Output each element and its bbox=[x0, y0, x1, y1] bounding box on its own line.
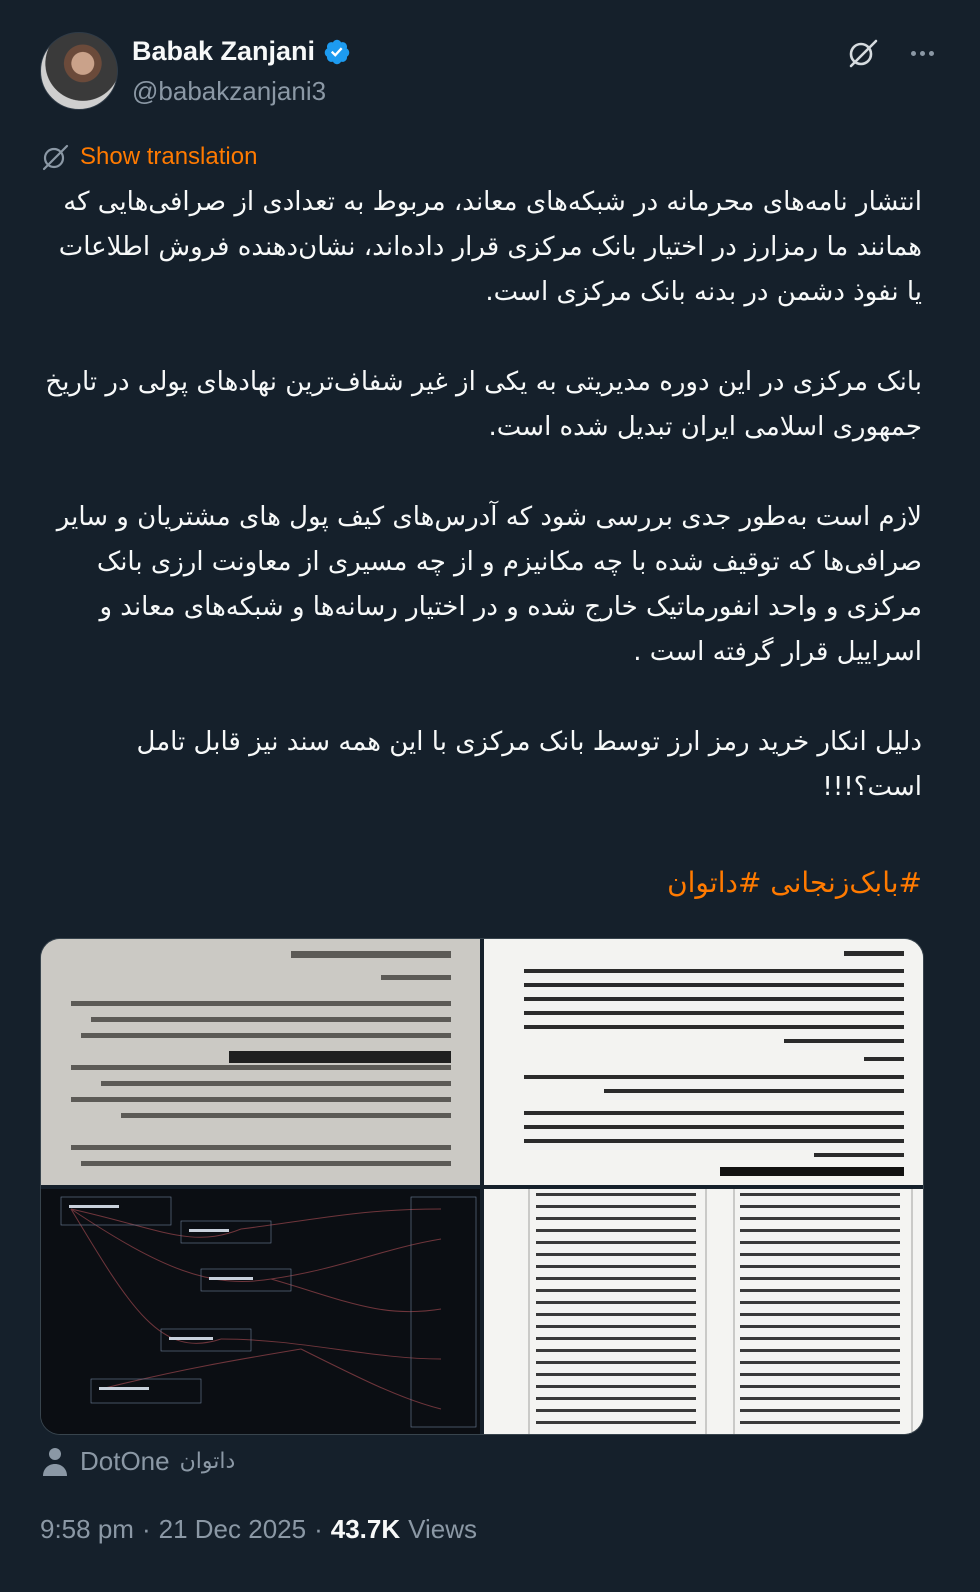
more-icon[interactable] bbox=[904, 38, 940, 68]
source-label-fa[interactable]: داتوان bbox=[179, 1448, 236, 1474]
views-count: 43.7K bbox=[330, 1514, 401, 1544]
show-translation-label[interactable]: Show translation bbox=[80, 143, 258, 170]
show-translation-button[interactable] bbox=[40, 142, 257, 172]
tweet-meta bbox=[40, 1514, 477, 1545]
media-image-letter-white[interactable] bbox=[484, 939, 923, 1185]
avatar[interactable] bbox=[40, 32, 118, 110]
source-label[interactable]: DotOne bbox=[80, 1445, 170, 1476]
tweet-paragraph: لازم است به‌طور جدی بررسی شود که آدرس‌های کیف پول های مشتریان و سایر صرافی‌ها که توقیف شده با چه مکانیزم و از چه مسیری از معاونت ارزی بانک مرکزی و واحد انفورماتیک خارج شده و در اختیار رسانه‌ها و شبکه‌های معاند و اسراییل قرار گرفته است . bbox=[56, 502, 922, 667]
person-icon bbox=[40, 1445, 70, 1477]
tweet-paragraph: بانک مرکزی در این دوره مدیریتی به یکی از غیر شفاف‌ترین نهادهای پولی در تاریخ جمهوری اسلامی ایران تبدیل شده است. bbox=[45, 367, 922, 442]
tweet-paragraph: انتشار نامه‌های محرمانه در شبکه‌های معاند، مربوط به تعدادی از صرافی‌هایی که همانند ما رمزارز در اختیار بانک مرکزی قرار داده‌اند، نشان‌دهنده فروش اطلاعات یا نفوذ دشمن در بدنه بانک مرکزی است. bbox=[58, 187, 922, 307]
verified-badge-icon bbox=[323, 38, 351, 66]
meta-separator: · bbox=[141, 1514, 151, 1544]
translate-icon bbox=[40, 142, 70, 172]
author-name-row[interactable] bbox=[132, 36, 351, 67]
author-handle[interactable]: @babakzanjani3 bbox=[132, 76, 327, 106]
tweet-paragraph: دلیل انکار خرید رمز ارز توسط بانک مرکزی با این همه سند نیز قابل تامل است؟!!! bbox=[136, 727, 922, 802]
source-attribution[interactable] bbox=[40, 1445, 235, 1477]
views-label: Views bbox=[408, 1514, 478, 1544]
media-grid bbox=[40, 938, 924, 1435]
media-image-wallet-table[interactable] bbox=[484, 1189, 923, 1434]
display-name[interactable]: Babak Zanjani bbox=[132, 36, 316, 66]
media-image-flow-graph[interactable] bbox=[41, 1189, 480, 1434]
meta-separator: · bbox=[314, 1514, 323, 1544]
hashtag-links[interactable]: #بابک‌زنجانی #داتوان bbox=[667, 866, 922, 899]
media-image-letter-grey[interactable] bbox=[41, 939, 480, 1185]
grok-icon[interactable] bbox=[846, 36, 880, 70]
tweet-text bbox=[40, 180, 922, 810]
tweet-date[interactable]: 21 Dec 2025 bbox=[158, 1514, 307, 1544]
tweet-time[interactable]: 9:58 pm bbox=[40, 1514, 134, 1544]
